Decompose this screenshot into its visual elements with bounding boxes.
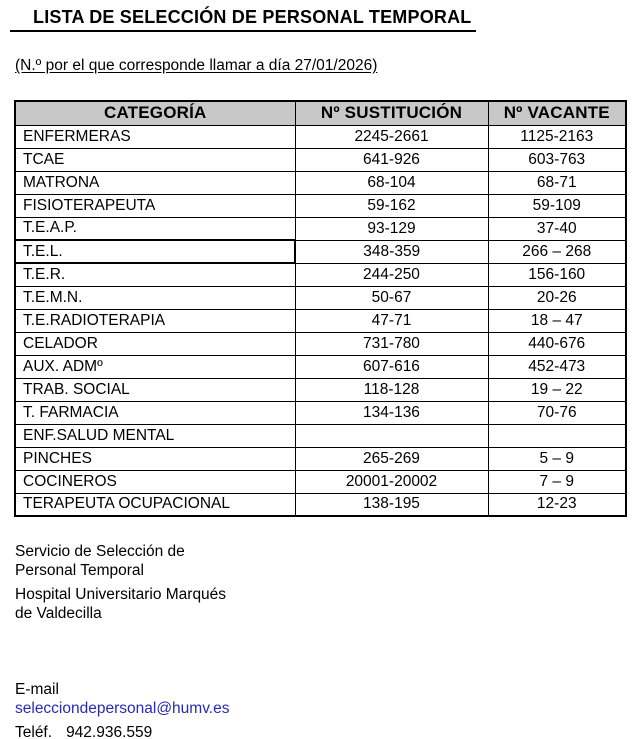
cell-sustitucion: 641-926 — [295, 148, 488, 171]
cell-vacante: 19 – 22 — [488, 378, 626, 401]
service-name — [15, 542, 643, 580]
cell-categoria: T.E.RADIOTERAPIA — [15, 309, 295, 332]
cell-sustitucion: 244-250 — [295, 263, 488, 286]
call-date-note: (N.º por el que corresponde llamar a día 27/01/2026) — [15, 57, 378, 74]
table-row — [15, 447, 626, 470]
cell-sustitucion: 134-136 — [295, 401, 488, 424]
service-name-line1: Servicio de Selección de — [15, 543, 185, 560]
table-row — [15, 355, 626, 378]
hospital-name — [15, 585, 643, 623]
cell-vacante: 452-473 — [488, 355, 626, 378]
cell-sustitucion: 265-269 — [295, 447, 488, 470]
table-row — [15, 171, 626, 194]
cell-vacante: 5 – 9 — [488, 447, 626, 470]
hospital-name-line2: de Valdecilla — [15, 605, 102, 622]
title-wrap — [0, 0, 643, 32]
cell-sustitucion: 50-67 — [295, 286, 488, 309]
cell-categoria: ENF.SALUD MENTAL — [15, 424, 295, 447]
table-row — [15, 309, 626, 332]
cell-categoria: TERAPEUTA OCUPACIONAL — [15, 493, 295, 516]
cell-vacante: 266 – 268 — [488, 240, 626, 263]
cell-vacante: 156-160 — [488, 263, 626, 286]
cell-sustitucion: 2245-2661 — [295, 125, 488, 148]
cell-categoria: COCINEROS — [15, 470, 295, 493]
cell-sustitucion: 93-129 — [295, 217, 488, 240]
cell-sustitucion: 731-780 — [295, 332, 488, 355]
table-row — [15, 470, 626, 493]
phone-line — [15, 723, 643, 739]
cell-vacante: 603-763 — [488, 148, 626, 171]
cell-sustitucion — [295, 424, 488, 447]
cell-vacante: 440-676 — [488, 332, 626, 355]
cell-vacante: 59-109 — [488, 194, 626, 217]
col-header-categoria: CATEGORÍA — [15, 101, 295, 125]
cell-categoria: FISIOTERAPEUTA — [15, 194, 295, 217]
table-row — [15, 493, 626, 516]
cell-categoria: MATRONA — [15, 171, 295, 194]
cell-categoria: CELADOR — [15, 332, 295, 355]
phone-label: Teléf. — [15, 724, 53, 739]
table-row — [15, 148, 626, 171]
cell-vacante: 7 – 9 — [488, 470, 626, 493]
cell-categoria: PINCHES — [15, 447, 295, 470]
cell-categoria: T.E.M.N. — [15, 286, 295, 309]
table-row — [15, 332, 626, 355]
table-row — [15, 401, 626, 424]
cell-vacante: 37-40 — [488, 217, 626, 240]
cell-sustitucion: 348-359 — [295, 240, 488, 263]
cell-sustitucion: 118-128 — [295, 378, 488, 401]
cell-categoria: T.E.R. — [15, 263, 295, 286]
table-row — [15, 194, 626, 217]
cell-sustitucion: 68-104 — [295, 171, 488, 194]
table-row — [15, 424, 626, 447]
col-header-vacante: Nº VACANTE — [488, 101, 626, 125]
contact-block — [15, 680, 643, 739]
page-title: LISTA DE SELECCIÓN DE PERSONAL TEMPORAL — [10, 7, 476, 32]
cell-vacante: 70-76 — [488, 401, 626, 424]
cell-sustitucion: 20001-20002 — [295, 470, 488, 493]
cell-vacante: 12-23 — [488, 493, 626, 516]
cell-sustitucion: 59-162 — [295, 194, 488, 217]
cell-categoria: T.E.A.P. — [15, 217, 295, 240]
cell-vacante — [488, 424, 626, 447]
email-label: E-mail — [15, 681, 59, 698]
table-row — [15, 217, 626, 240]
table-row — [15, 263, 626, 286]
cell-categoria-highlighted: T.E.L. — [15, 240, 295, 263]
cell-vacante: 68-71 — [488, 171, 626, 194]
cell-vacante: 18 – 47 — [488, 309, 626, 332]
email-link[interactable]: selecciondepersonal@humv.es — [15, 700, 230, 717]
service-name-line2: Personal Temporal — [15, 562, 144, 579]
cell-sustitucion: 607-616 — [295, 355, 488, 378]
cell-sustitucion: 47-71 — [295, 309, 488, 332]
table-row — [15, 125, 626, 148]
table-row-highlighted — [15, 240, 626, 263]
cell-vacante: 20-26 — [488, 286, 626, 309]
col-header-sustitucion: Nº SUSTITUCIÓN — [295, 101, 488, 125]
cell-categoria: AUX. ADMº — [15, 355, 295, 378]
cell-vacante: 1125-2163 — [488, 125, 626, 148]
cell-categoria: T. FARMACIA — [15, 401, 295, 424]
table-row — [15, 286, 626, 309]
phone-number: 942.936.559 — [66, 724, 153, 739]
selection-table — [14, 100, 627, 517]
cell-categoria: TRAB. SOCIAL — [15, 378, 295, 401]
cell-categoria: TCAE — [15, 148, 295, 171]
hospital-name-line1: Hospital Universitario Marqués — [15, 586, 227, 603]
cell-sustitucion: 138-195 — [295, 493, 488, 516]
table-row — [15, 378, 626, 401]
cell-categoria: ENFERMERAS — [15, 125, 295, 148]
table-header-row — [15, 101, 626, 125]
